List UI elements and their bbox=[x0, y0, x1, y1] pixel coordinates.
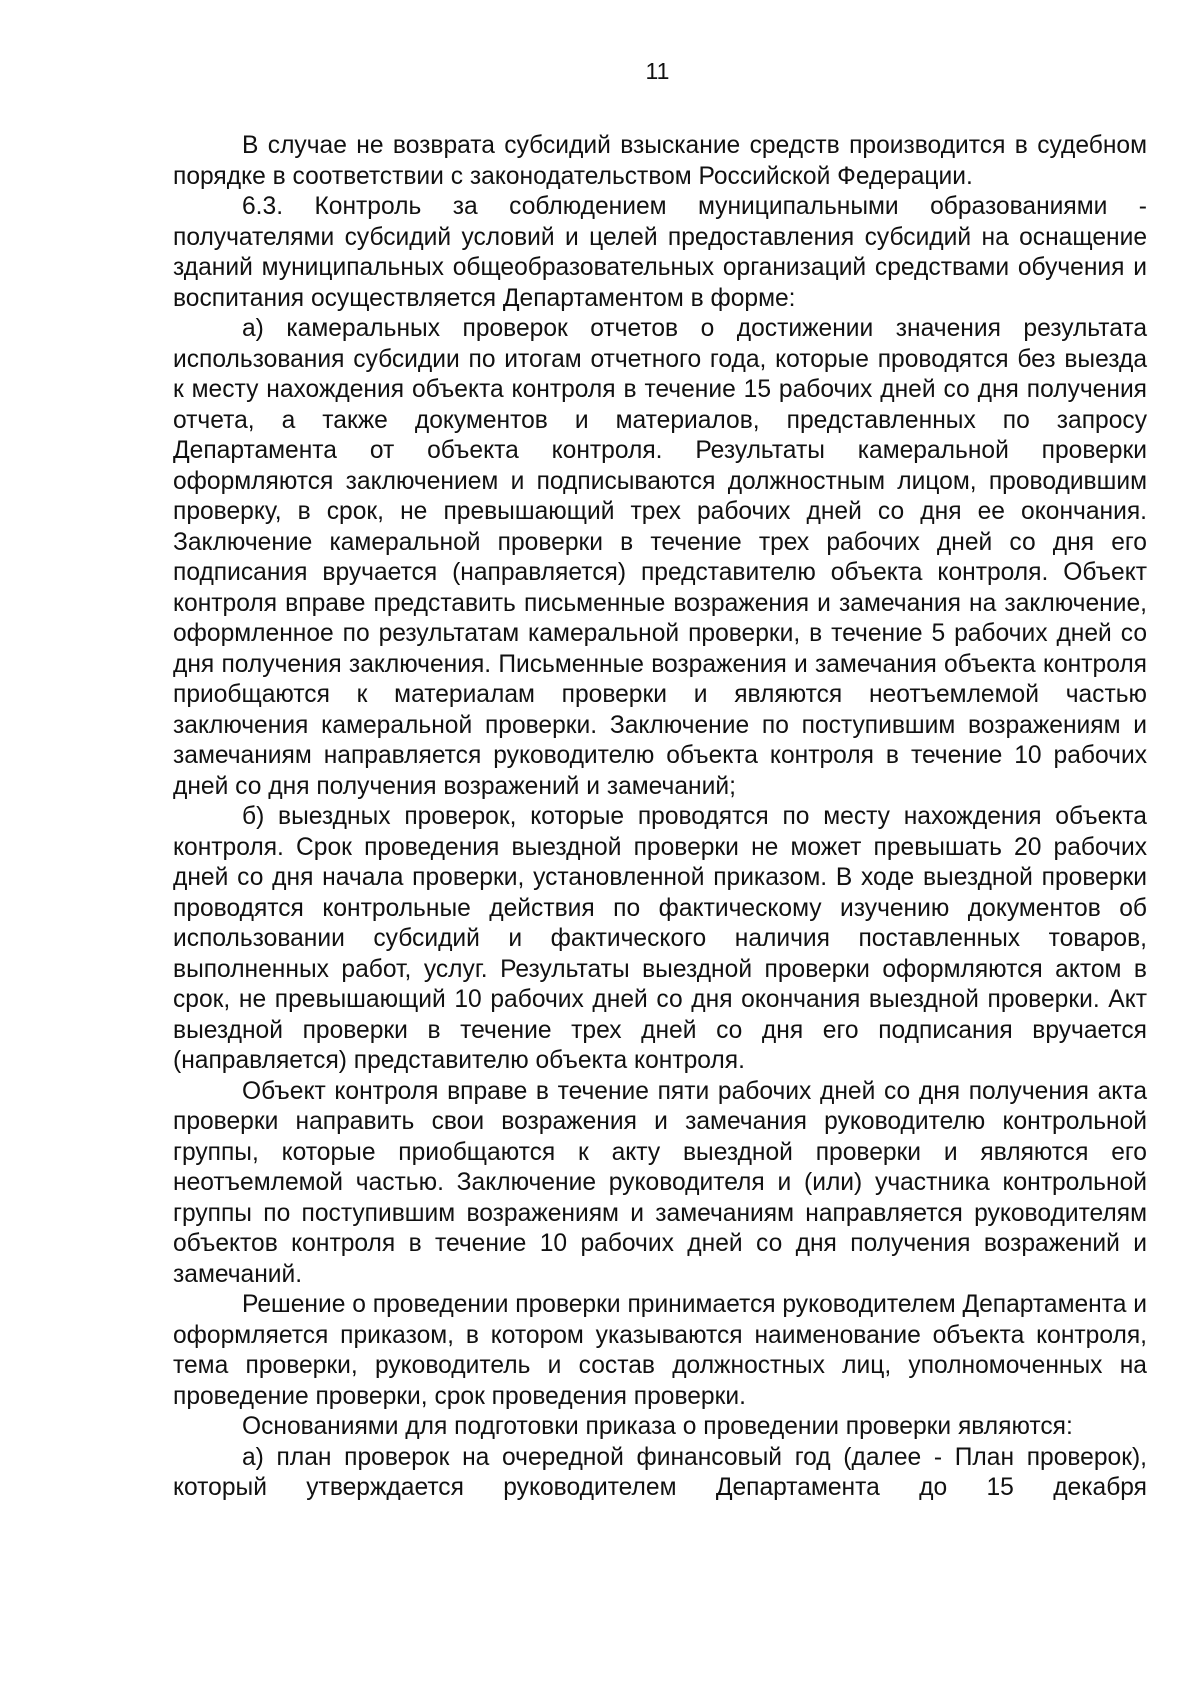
paragraph-audit-plan: а) план проверок на очередной финансовый год (далее - План проверок), который утверждается руководителем Департамента до 15 декабря bbox=[173, 1443, 1147, 1501]
document-body bbox=[173, 131, 1147, 1504]
paragraph-desk-audits: а) камеральных проверок отчетов о достижении значения результата использования субсидии по итогам отчетного года, которые проводятся без выезда к месту нахождения объекта контроля в течение 15 рабочих дней со дня получения отчета, а также документов и материалов, представленных по запросу Департамента от объекта контроля. Результаты камеральной проверки оформляются заключением и подписываются должностным лицом, проводившим проверку, в срок, не превышающий трех рабочих дней со дня ее окончания. Заключение камеральной проверки в течение трех рабочих дней со дня его подписания вручается (направляется) представителю объекта контроля. Объект контроля вправе представить письменные возражения и замечания на заключение, оформленное по результатам камеральной проверки, в течение 5 рабочих дней со дня получения заключения. Письменные возражения и замечания объекта контроля приобщаются к материалам проверки и являются неотъемлемой частью заключения камеральной проверки. Заключение по поступившим возражениям и замечаниям направляется руководителю объекта контроля в течение 10 рабочих дней со дня получения возражений и замечаний; bbox=[173, 315, 1147, 800]
paragraph-subsidy-refund: В случае не возврата субсидий взыскание средств производится в судебном порядке в соответствии с законодательством Российской Федерации. bbox=[173, 132, 1147, 190]
paragraph-objections: Объект контроля вправе в течение пяти рабочих дней со дня получения акта проверки направить свои возражения и замечания руководителю контрольной группы, которые приобщаются к акту выездной проверки и являются его неотъемлемой частью. Заключение руководителя и (или) участника контрольной группы по поступившим возражениям и замечаниям направляется руководителям объектов контроля в течение 10 рабочих дней со дня получения возражений и замечаний. bbox=[173, 1077, 1147, 1288]
paragraph-audit-decision: Решение о проведении проверки принимается руководителем Департамента и оформляется приказом, в котором указываются наименование объекта контроля, тема проверки, руководитель и состав должностных лиц, уполномоченных на проведение проверки, срок проведения проверки. bbox=[173, 1291, 1147, 1410]
paragraph-field-audits: б) выездных проверок, которые проводятся по месту нахождения объекта контроля. Срок проведения выездной проверки не может превышать 20 рабочих дней со дня начала проверки, установленной приказом. В ходе выездной проверки проводятся контрольные действия по фактическому изучению документов об использовании субсидий и фактического наличия поставленных товаров, выполненных работ, услуг. Результаты выездной проверки оформляются актом в срок, не превышающий 10 рабочих дней со дня окончания выездной проверки. Акт выездной проверки в течение трех дней со дня его подписания вручается (направляется) представителю объекта контроля. bbox=[173, 803, 1147, 1074]
page-number: 11 bbox=[645, 58, 670, 84]
paragraph-6-3-control: 6.3. Контроль за соблюдением муниципальными образованиями - получателями субсидий условий и целей предоставления субсидий на оснащение зданий муниципальных общеобразовательных организаций средствами обучения и воспитания осуществляется Департаментом в форме: bbox=[173, 193, 1147, 312]
paragraph-grounds: Основаниями для подготовки приказа о проведении проверки являются: bbox=[242, 1413, 1073, 1440]
